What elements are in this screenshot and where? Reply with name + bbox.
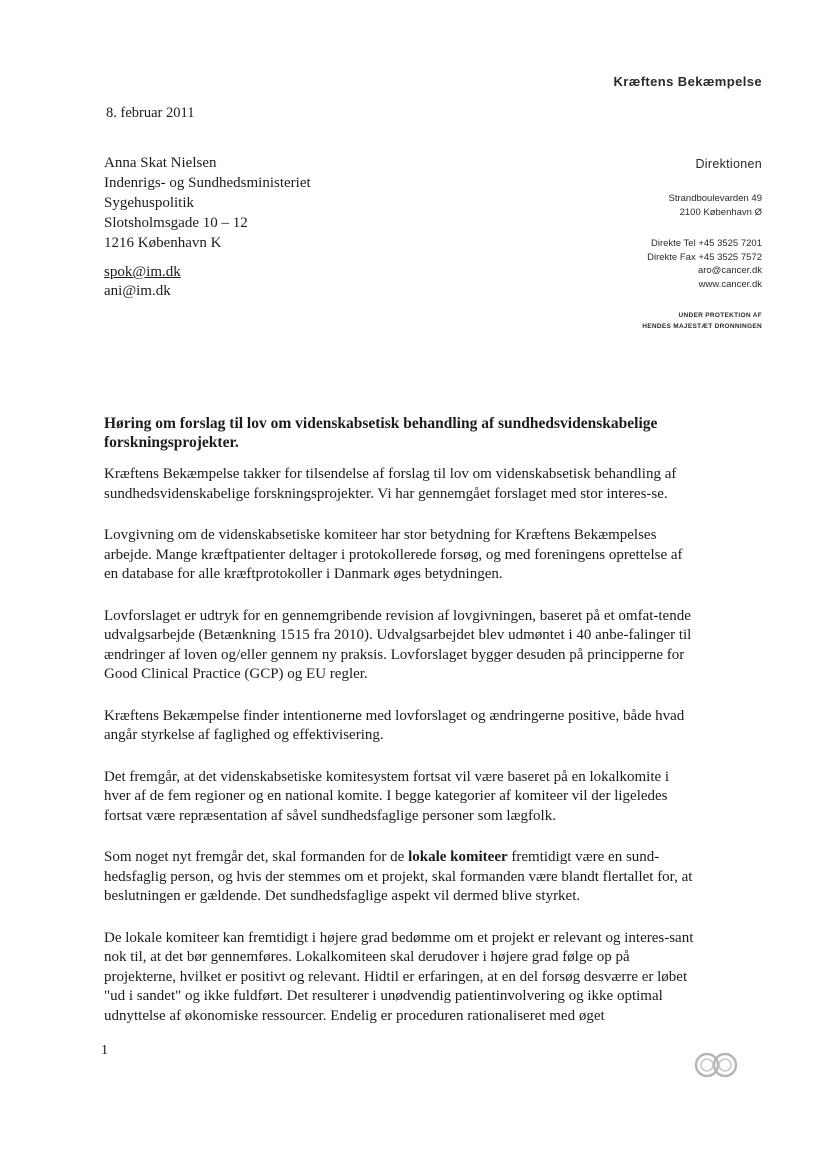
paragraph-6: [104, 848, 699, 907]
recipient-address: [104, 153, 311, 253]
paragraph-5: Det fremgår, at det videnskabsetiske komitesystem fortsat vil være baseret på en lokalkomite i hver af de fem regioner og en national komite. I begge kategorier af komiteer vil der ligeledes fortsat være repræsentation af såvel sundhedsfaglige personer som lægfolk.: [104, 768, 670, 824]
paragraph-6-emphasis: lokale komiteer: [408, 849, 508, 865]
paragraph-6-start: Som noget nyt fremgår det, skal formanden for de: [104, 849, 409, 865]
patronage-line-1: UNDER PROTEKTION AF: [678, 312, 762, 319]
paragraph-6-end: fremtidigt være en sund-hedsfaglig person, og hvis der stemmes om et projekt, skal formanden være blandt flertallet for, at beslutningen er gældende. Det sundhedsfaglige aspekt vil dermed blive styrket.: [104, 849, 693, 904]
royal-patronage: [560, 310, 762, 332]
paragraph-3: Lovforslaget er udtryk for en gennemgribende revision af lovgivningen, baseret på et omfat-tende udvalgsarbejde (Betænkning 1515 fra 2010). Udvalgsarbejdet blev udmøntet i 40 anbe-falinger til ændringer af loven og/eller gennem ny praksis. Lovforslaget bygger desuden på principperne for Good Clinical Practice (GCP) og EU regler.: [104, 607, 692, 682]
sender-website: www.cancer.dk: [698, 278, 762, 290]
recipient-street: Slotsholmsgade 10 – 12: [104, 215, 248, 231]
letter-body: [104, 465, 699, 1048]
sender-block: [560, 157, 762, 332]
cancer-society-logo-icon: [690, 1050, 742, 1080]
letter-subject: Høring om forslag til lov om videnskabsetisk behandling af sundhedsvidenskabelige forskningsprojekter.: [104, 415, 658, 451]
sender-phone: Direkte Tel +45 3525 7201: [650, 238, 762, 249]
sender-contact: [560, 237, 762, 291]
recipient-ministry: Indenrigs- og Sundhedsministeriet: [104, 175, 311, 191]
recipient-email-link[interactable]: spok@im.dk: [104, 264, 181, 280]
recipient-name: Anna Skat Nielsen: [104, 155, 217, 171]
organization-name: Kræftens Bekæmpelse: [613, 74, 762, 89]
patronage-line-2: HENDES MAJESTÆT DRONNINGEN: [642, 323, 762, 330]
paragraph-7: De lokale komiteer kan fremtidigt i højere grad bedømme om et projekt er relevant og interes-sant nok til, at det bør gennemføres. Lokalkomiteen skal derudover i højere grad følge op på projekterne, hvilket er positivt og relevant. Hidtil er erfaringen, at en del forsøg desværre er løbet "ud i sandet" og ikke fuldført. Det resulterer i unødvendig patientinvolvering og ikke optimal udnyttelse af økonomiske ressourcer. Endelig er proceduren rationaliseret med øget: [104, 929, 694, 1024]
recipient-division: Sygehuspolitik: [104, 195, 195, 211]
paragraph-1: Kræftens Bekæmpelse takker for tilsendelse af forslag til lov om videnskabsetisk behandling af sundhedsvidenskabelige forskningsprojekter. Vi har gennemgået forslaget med stor interes-se.: [104, 466, 677, 502]
recipient-city: 1216 København K: [104, 235, 222, 251]
letter-date: 8. februar 2011: [106, 105, 195, 121]
sender-fax: Direkte Fax +45 3525 7572: [647, 251, 762, 263]
sender-department: Direktionen: [695, 157, 762, 171]
recipient-email-secondary: ani@im.dk: [104, 283, 171, 299]
page-number: 1: [101, 1043, 108, 1058]
recipient-emails: [104, 263, 181, 301]
sender-address: [560, 192, 762, 220]
paragraph-4: Kræftens Bekæmpelse finder intentionerne med lovforslaget og ændringerne positive, både hvad angår styrkelse af faglighed og effektivisering.: [104, 707, 685, 743]
sender-email: aro@cancer.dk: [697, 265, 762, 276]
sender-city: 2100 København Ø: [679, 207, 762, 218]
paragraph-2: Lovgivning om de videnskabsetiske komiteer har stor betydning for Kræftens Bekæmpelses arbejde. Mange kræftpatienter deltager i protokollerede forsøg, og med foreningens oprettelse af en database for alle kræftprotokoller i Danmark øges betydningen.: [104, 527, 683, 582]
sender-street: Strandboulevarden 49: [668, 193, 762, 204]
logo-graphic: [690, 1050, 742, 1080]
